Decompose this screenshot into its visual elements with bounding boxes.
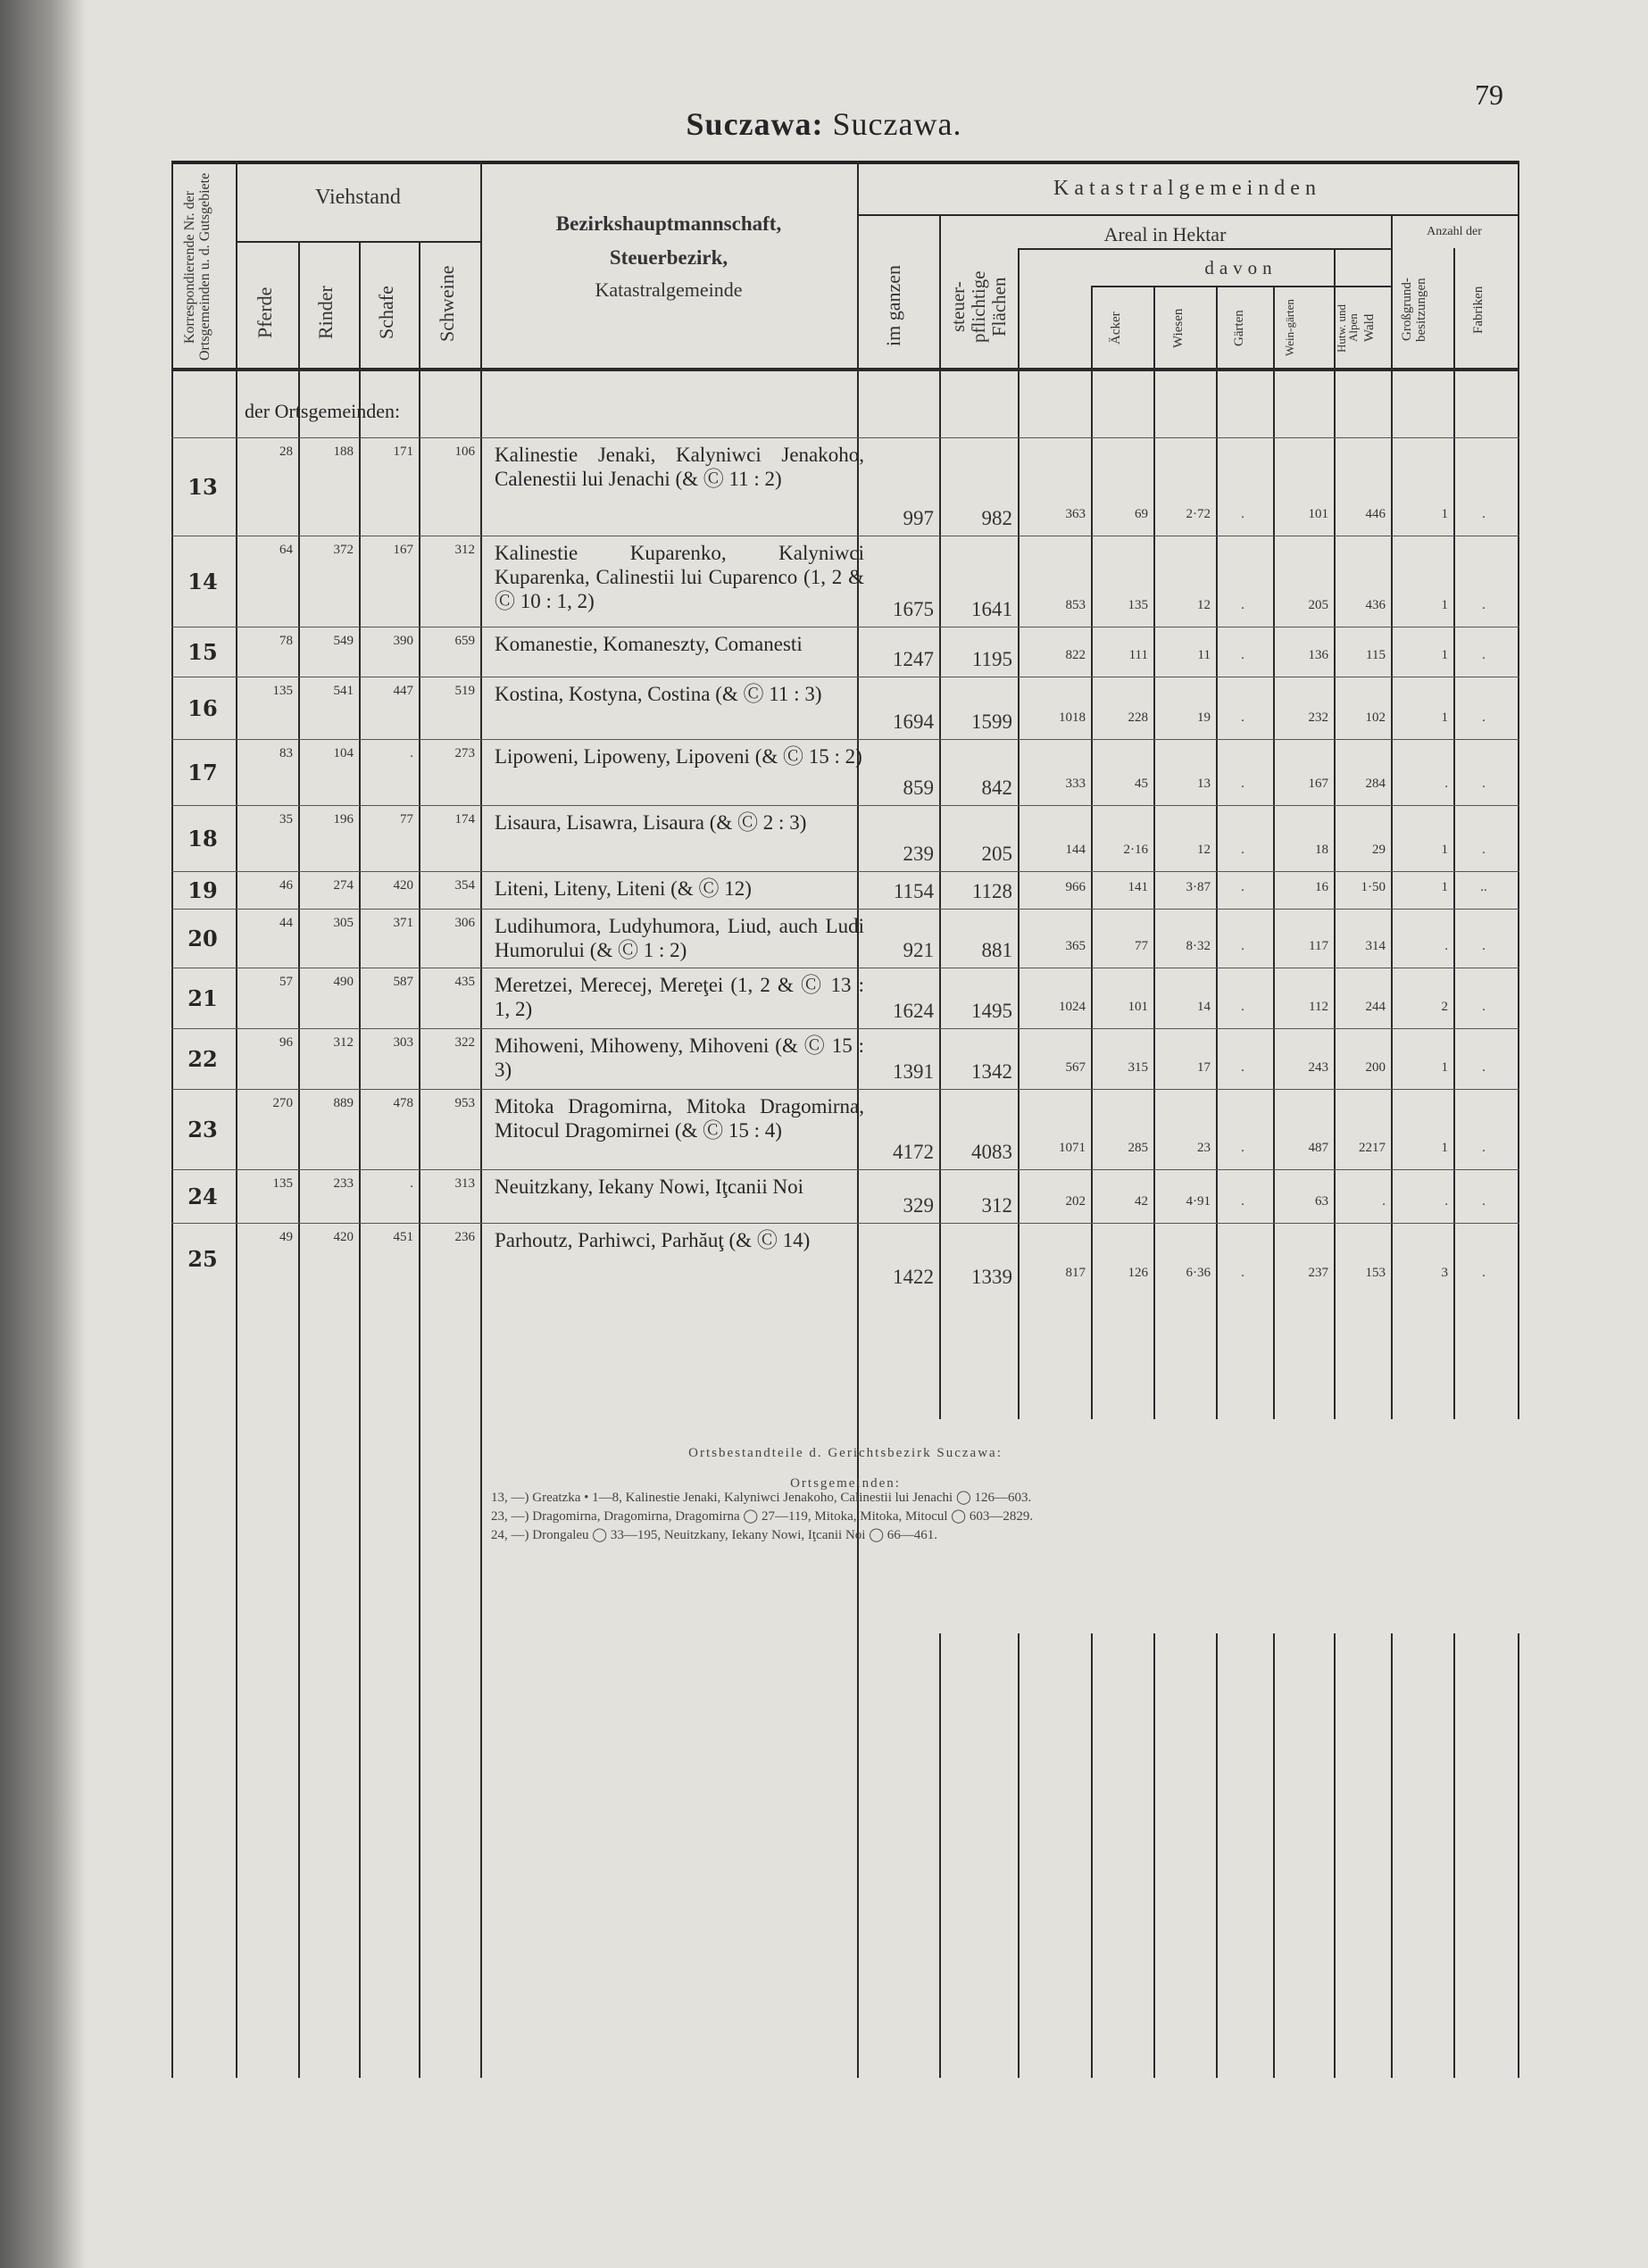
- header-steuerbezirk: Steuerbezirk,: [609, 246, 728, 269]
- header-pferde: Pferde: [254, 287, 276, 338]
- header-aecker: Äcker: [1109, 312, 1123, 345]
- cell-aecker: 363: [1065, 507, 1086, 521]
- header-grossgrund: Großgrund-besitzungen: [1400, 278, 1428, 342]
- row-rule: [171, 909, 1519, 910]
- cell-gaerten: 3·87: [1186, 880, 1211, 894]
- katastralgemeinde-name: Parhoutz, Parhiwci, Parhăuţ (& Ⓒ 14): [495, 1229, 811, 1251]
- cell-rinder: 889: [333, 1096, 354, 1110]
- cell-ganzen: 4172: [893, 1141, 934, 1163]
- cell-aecker: 966: [1065, 880, 1086, 894]
- cell-steuer: 4083: [971, 1141, 1012, 1163]
- header-rule: [1018, 248, 1391, 250]
- cell-aecker: 1024: [1059, 1000, 1086, 1014]
- cell-schafe: 171: [393, 444, 413, 459]
- cell-pferde: 78: [279, 634, 293, 648]
- cell-hutw: 63: [1315, 1194, 1328, 1209]
- cell-wiesen: 126: [1128, 1266, 1148, 1280]
- cell-wein: .: [1241, 880, 1244, 894]
- table-row: [171, 1089, 1519, 1169]
- table-row: [171, 536, 1519, 627]
- cell-schafe: 77: [400, 812, 413, 827]
- row-number: 13: [187, 474, 218, 500]
- footnotes: [491, 1489, 1384, 1545]
- cell-wein: .: [1241, 648, 1244, 662]
- cell-gross: 1: [1441, 1141, 1448, 1155]
- cell-schweine: 273: [454, 746, 475, 760]
- cell-pferde: 64: [279, 543, 293, 557]
- cell-gaerten: 12: [1197, 843, 1211, 857]
- cell-wein: .: [1241, 598, 1244, 612]
- subsection-title: Ortsbestandteile d. Gerichtsbezirk Suczawa:: [688, 1446, 1003, 1460]
- cell-gross: .: [1444, 777, 1448, 791]
- cell-pferde: 46: [279, 878, 293, 893]
- cell-schafe: 587: [393, 975, 413, 989]
- cell-aecker: 853: [1065, 598, 1086, 612]
- cell-schweine: 306: [454, 916, 475, 930]
- footnote: 13, —) Greatzka • 1—8, Kalinestie Jenaki, Kalyniwci Jenakoho, Calinestii lui Jenachi ◯ 126—603.: [491, 1491, 1032, 1505]
- cell-gaerten: 2·72: [1186, 507, 1211, 521]
- cell-wein: .: [1241, 1000, 1244, 1014]
- cell-aecker: 567: [1065, 1060, 1086, 1075]
- header-weingaerten: Wein-gärten: [1283, 299, 1296, 357]
- cell-fabr: .: [1482, 1194, 1486, 1209]
- cell-steuer: 1128: [971, 880, 1012, 902]
- cell-steuer: 205: [981, 843, 1012, 865]
- page-title: Suczawa: Suczawa.: [686, 106, 962, 142]
- cell-wald: .: [1382, 1194, 1386, 1209]
- cell-aecker: 817: [1065, 1266, 1086, 1280]
- cell-gaerten: 13: [1197, 777, 1211, 791]
- cell-gross: 1: [1441, 598, 1448, 612]
- header-gaerten: Gärten: [1232, 310, 1246, 346]
- cell-gaerten: 23: [1197, 1141, 1211, 1155]
- cell-hutw: 18: [1315, 843, 1328, 857]
- cell-pferde: 135: [272, 684, 293, 698]
- cell-wald: 244: [1365, 1000, 1386, 1014]
- cell-hutw: 112: [1309, 1000, 1328, 1014]
- cell-wiesen: 2·16: [1123, 843, 1148, 857]
- header-steuerpflichtige: steuer-pflichtige Flächen: [947, 270, 1010, 344]
- cell-wein: .: [1241, 1266, 1244, 1280]
- cell-ganzen: 1422: [893, 1266, 934, 1288]
- cell-rinder: 420: [333, 1230, 354, 1244]
- col-line: [1391, 1633, 1393, 2078]
- col-line: [1153, 1633, 1155, 2078]
- katastralgemeinde-name: Kostina, Kostyna, Costina (& Ⓒ 11 : 3): [495, 683, 822, 705]
- row-rule: [171, 1089, 1519, 1090]
- katastralgemeinde-name: Lisaura, Lisawra, Lisaura (& Ⓒ 2 : 3): [495, 811, 807, 834]
- cell-rinder: 274: [333, 878, 354, 893]
- header-korr: Korrespondierende Nr. der Ortsgemeinden u. d. Gutsgebiete: [182, 172, 212, 361]
- cell-gaerten: 6·36: [1186, 1266, 1211, 1280]
- cell-schweine: 313: [454, 1176, 475, 1191]
- header-wiesen: Wiesen: [1171, 308, 1186, 348]
- cell-schweine: 354: [454, 878, 475, 893]
- cell-gaerten: 11: [1197, 648, 1211, 662]
- header-hutweiden: Hutw. und Alpen: [1335, 303, 1360, 353]
- header-rule: [1091, 286, 1391, 287]
- cell-wald: 200: [1365, 1060, 1386, 1075]
- cell-fabr: .: [1482, 1060, 1486, 1075]
- katastralgemeinde-name: Komanestie, Komaneszty, Comanesti: [495, 633, 803, 655]
- cell-hutw: 167: [1308, 777, 1328, 791]
- katastralgemeinde-name: Mitoka Dragomirna, Mitoka Dragomirna, Mitocul Dragomirnei (& Ⓒ 15 : 4): [495, 1095, 864, 1142]
- col-line: [1518, 1633, 1519, 2078]
- row-number: 21: [187, 985, 218, 1011]
- row-rule: [171, 805, 1519, 806]
- cell-wiesen: 45: [1135, 777, 1148, 791]
- cell-gross: 1: [1441, 880, 1448, 894]
- katastralgemeinde-name: Kalinestie Kuparenko, Kalyniwci Kuparenka, Calinestii lui Cuparenco (1, 2 & Ⓒ 10 : 1, 2): [495, 542, 864, 612]
- cell-wein: .: [1241, 843, 1244, 857]
- cell-wald: 2217: [1359, 1141, 1386, 1155]
- table-row: [171, 1223, 1519, 1294]
- katastralgemeinde-name: Mihoweni, Mihoweny, Mihoveni (& Ⓒ 15 : 3): [495, 1034, 864, 1081]
- cell-hutw: 101: [1308, 507, 1328, 521]
- cell-rinder: 312: [333, 1035, 354, 1050]
- cell-schafe: 420: [393, 878, 413, 893]
- cell-steuer: 1599: [971, 710, 1012, 733]
- cell-wald: 1·50: [1361, 880, 1386, 894]
- cell-aecker: 202: [1065, 1194, 1086, 1209]
- cell-hutw: 117: [1309, 939, 1328, 953]
- cell-hutw: 487: [1308, 1141, 1328, 1155]
- header-viehstand: Viehstand: [315, 186, 401, 209]
- cell-wiesen: 101: [1128, 1000, 1148, 1014]
- table-row: [171, 871, 1519, 909]
- cell-steuer: 842: [981, 777, 1012, 799]
- cell-wein: .: [1241, 710, 1244, 725]
- cell-ganzen: 1154: [893, 880, 934, 902]
- cell-schafe: 390: [393, 634, 413, 648]
- header-schafe: Schafe: [375, 286, 397, 339]
- row-number: 19: [187, 877, 218, 903]
- cell-wald: 115: [1366, 648, 1386, 662]
- cell-ganzen: 859: [903, 777, 934, 799]
- cell-ganzen: 1247: [893, 648, 934, 670]
- cell-schweine: 953: [454, 1096, 475, 1110]
- cell-rinder: 233: [333, 1176, 354, 1191]
- cell-fabr: .: [1482, 1000, 1486, 1014]
- header-bottom-rule: [171, 368, 1519, 371]
- cell-schweine: 236: [454, 1230, 475, 1244]
- footnote: 24, —) Drongaleu ◯ 33—195, Neuitzkany, Iekany Nowi, Iţcanii Noi ◯ 66—461.: [491, 1528, 938, 1542]
- cell-wein: .: [1241, 1060, 1244, 1075]
- header-wald: Wald: [1362, 313, 1377, 343]
- cell-rinder: 549: [333, 634, 354, 648]
- cell-rinder: 104: [333, 746, 354, 760]
- cell-fabr: .: [1482, 939, 1486, 953]
- cell-wald: 314: [1365, 939, 1386, 953]
- row-rule: [171, 739, 1519, 740]
- cell-wein: .: [1241, 777, 1244, 791]
- cell-wiesen: 77: [1135, 939, 1148, 953]
- cell-hutw: 237: [1308, 1266, 1328, 1280]
- header-bezirk: Bezirkshauptmannschaft,: [555, 212, 782, 235]
- cell-aecker: 333: [1065, 777, 1086, 791]
- cell-pferde: 96: [279, 1035, 293, 1050]
- cell-fabr: .: [1482, 710, 1486, 725]
- cell-steuer: 1195: [971, 648, 1012, 670]
- cell-gaerten: 12: [1197, 598, 1211, 612]
- footnote: 23, —) Dragomirna, Dragomirna, Dragomirna ◯ 27—119, Mitoka, Mitoka, Mitocul ◯ 603—2829.: [491, 1509, 1034, 1524]
- row-number: 14: [187, 569, 218, 594]
- table-row: [171, 437, 1519, 536]
- cell-gross: .: [1444, 1194, 1448, 1209]
- katastralgemeinde-name: Liteni, Liteny, Liteni (& Ⓒ 12): [495, 877, 752, 900]
- scan-edge: [0, 0, 86, 2268]
- cell-schafe: 303: [393, 1035, 413, 1050]
- cell-hutw: 232: [1308, 710, 1328, 725]
- cell-gross: 2: [1441, 1000, 1448, 1014]
- subsection-subtitle: Ortsgemeinden:: [790, 1476, 901, 1491]
- cell-fabr: .: [1482, 843, 1486, 857]
- cell-gaerten: 19: [1197, 710, 1211, 725]
- cell-ganzen: 329: [903, 1194, 934, 1217]
- cell-gross: 1: [1441, 843, 1448, 857]
- cell-wiesen: 315: [1128, 1060, 1148, 1075]
- table-row: [171, 739, 1519, 805]
- cell-rinder: 188: [333, 444, 354, 459]
- katastralgemeinde-name: Neuitzkany, Iekany Nowi, Iţcanii Noi: [495, 1176, 803, 1198]
- cell-wiesen: 135: [1128, 598, 1148, 612]
- cell-wein: .: [1241, 1194, 1244, 1209]
- section-label: der Ortsgemeinden:: [245, 400, 401, 422]
- header-rinder: Rinder: [314, 286, 337, 339]
- row-number: 15: [187, 639, 218, 665]
- cell-wiesen: 42: [1135, 1194, 1148, 1209]
- cell-schweine: 519: [454, 684, 475, 698]
- cell-gross: 1: [1441, 710, 1448, 725]
- cell-ganzen: 1624: [893, 1000, 934, 1022]
- cell-aecker: 822: [1065, 648, 1086, 662]
- cell-aecker: 1018: [1059, 710, 1086, 725]
- cell-aecker: 144: [1065, 843, 1086, 857]
- cell-rinder: 305: [333, 916, 354, 930]
- col-line: [1273, 1633, 1275, 2078]
- cell-wiesen: 69: [1135, 507, 1148, 521]
- header-fabriken: Fabriken: [1471, 286, 1486, 334]
- cell-pferde: 83: [279, 746, 293, 760]
- cell-rinder: 372: [333, 543, 354, 557]
- cell-steuer: 881: [981, 939, 1012, 961]
- cell-wein: .: [1241, 939, 1244, 953]
- cell-ganzen: 921: [903, 939, 934, 961]
- cell-schweine: 435: [454, 975, 475, 989]
- cell-schweine: 174: [454, 812, 475, 827]
- col-line: [1018, 1633, 1020, 2078]
- katastralgemeinde-name: Meretzei, Merecej, Mereţei (1, 2 & Ⓒ 13 : 1, 2): [495, 974, 864, 1020]
- row-rule: [171, 1028, 1519, 1029]
- header-davon: davon: [1204, 257, 1278, 278]
- top-rule: [171, 161, 1519, 164]
- katastralgemeinde-name: Ludihumora, Ludyhumora, Liud, auch Ludi Humorului (& Ⓒ 1 : 2): [495, 915, 864, 961]
- cell-gaerten: 17: [1197, 1060, 1211, 1075]
- cell-pferde: 57: [279, 975, 293, 989]
- row-number: 22: [187, 1046, 218, 1072]
- cell-hutw: 243: [1308, 1060, 1328, 1075]
- cell-schafe: .: [410, 1176, 413, 1191]
- cell-gross: 1: [1441, 648, 1448, 662]
- row-rule: [171, 437, 1519, 438]
- cell-wiesen: 141: [1128, 880, 1148, 894]
- cell-pferde: 270: [272, 1096, 293, 1110]
- cell-wald: 446: [1365, 507, 1386, 521]
- header-areal: Areal in Hektar: [1103, 223, 1227, 245]
- row-rule: [171, 871, 1519, 872]
- table-row: [171, 805, 1519, 871]
- table-row: [171, 1169, 1519, 1223]
- cell-fabr: .: [1482, 507, 1486, 521]
- cell-wald: 102: [1365, 710, 1386, 725]
- cell-pferde: 49: [279, 1230, 293, 1244]
- cell-pferde: 28: [279, 444, 293, 459]
- cell-pferde: 35: [279, 812, 293, 827]
- cell-wald: 284: [1365, 777, 1386, 791]
- col-line: [1216, 1633, 1218, 2078]
- cell-wald: 436: [1365, 598, 1386, 612]
- katastralgemeinde-name: Kalinestie Jenaki, Kalyniwci Jenakoho, Calenestii lui Jenachi (& Ⓒ 11 : 2): [495, 444, 864, 490]
- cell-rinder: 196: [333, 812, 354, 827]
- header-katastralgemeinden: Katastralgemeinden: [1053, 177, 1321, 200]
- cell-steuer: 982: [981, 507, 1012, 529]
- table-row: [171, 677, 1519, 739]
- cell-schweine: 106: [454, 444, 475, 459]
- cell-steuer: 1339: [971, 1266, 1012, 1288]
- cell-rinder: 541: [333, 684, 354, 698]
- cell-steuer: 1342: [971, 1060, 1012, 1083]
- table-row: [171, 968, 1519, 1028]
- cell-hutw: 136: [1308, 648, 1328, 662]
- cell-fabr: ..: [1480, 880, 1487, 894]
- header-katastralgemeinde: Katastralgemeinde: [595, 278, 743, 301]
- page-number: 79: [1475, 79, 1503, 111]
- cell-ganzen: 997: [903, 507, 934, 529]
- katastralgemeinde-name: Lipoweni, Lipoweny, Lipoveni (& Ⓒ 15 : 2): [495, 745, 862, 768]
- cell-fabr: .: [1482, 1141, 1486, 1155]
- cell-wein: .: [1241, 507, 1244, 521]
- row-number: 24: [187, 1184, 218, 1209]
- cell-rinder: 490: [333, 975, 354, 989]
- row-number: 23: [187, 1117, 218, 1142]
- cell-gross: 1: [1441, 1060, 1448, 1075]
- cell-wald: 29: [1372, 843, 1386, 857]
- cell-schafe: 447: [393, 684, 413, 698]
- header-rule: [236, 241, 480, 243]
- cell-fabr: .: [1482, 777, 1486, 791]
- row-number: 20: [187, 926, 218, 951]
- col-line: [939, 1633, 941, 2078]
- cell-hutw: 16: [1315, 880, 1328, 894]
- cell-wiesen: 285: [1128, 1141, 1148, 1155]
- cell-ganzen: 1694: [893, 710, 934, 733]
- header-anzahl: Anzahl der: [1427, 225, 1482, 238]
- cell-fabr: .: [1482, 648, 1486, 662]
- row-rule: [171, 1169, 1519, 1170]
- col-line: [1091, 1633, 1093, 2078]
- cell-fabr: .: [1482, 1266, 1486, 1280]
- cell-schafe: 371: [393, 916, 413, 930]
- cell-ganzen: 239: [903, 843, 934, 865]
- cell-hutw: 205: [1308, 598, 1328, 612]
- cell-steuer: 1641: [971, 598, 1012, 620]
- cell-steuer: 312: [981, 1194, 1012, 1217]
- cell-gross: 1: [1441, 507, 1448, 521]
- cell-wein: .: [1241, 1141, 1244, 1155]
- cell-schafe: 451: [393, 1230, 413, 1244]
- cell-gross: .: [1444, 939, 1448, 953]
- row-number: 25: [187, 1246, 218, 1272]
- cell-pferde: 135: [272, 1176, 293, 1191]
- cell-pferde: 44: [279, 916, 293, 930]
- cell-wiesen: 228: [1128, 710, 1148, 725]
- table-row: [171, 627, 1519, 677]
- cell-steuer: 1495: [971, 1000, 1012, 1022]
- cell-schafe: .: [410, 746, 413, 760]
- cell-fabr: .: [1482, 598, 1486, 612]
- table-row: [171, 909, 1519, 968]
- cell-aecker: 365: [1065, 939, 1086, 953]
- cell-schafe: 478: [393, 1096, 413, 1110]
- cell-schweine: 312: [454, 543, 475, 557]
- cell-gaerten: 14: [1197, 1000, 1211, 1014]
- col-line: [1453, 1633, 1455, 2078]
- row-number: 18: [187, 826, 218, 852]
- cell-wald: 153: [1365, 1266, 1386, 1280]
- table-row: [171, 1028, 1519, 1089]
- row-rule: [171, 1223, 1519, 1224]
- cell-ganzen: 1391: [893, 1060, 934, 1083]
- header-schweine: Schweine: [436, 265, 458, 342]
- header-im-ganzen: im ganzen: [882, 264, 904, 347]
- statistics-table: [171, 161, 1519, 2078]
- cell-schweine: 322: [454, 1035, 475, 1050]
- cell-wiesen: 111: [1128, 648, 1148, 662]
- col-line: [1334, 1633, 1336, 2078]
- cell-gross: 3: [1441, 1266, 1448, 1280]
- cell-aecker: 1071: [1059, 1141, 1086, 1155]
- row-number: 17: [187, 760, 218, 785]
- header-rule: [857, 214, 1518, 216]
- cell-ganzen: 1675: [893, 598, 934, 620]
- cell-gaerten: 4·91: [1186, 1194, 1211, 1209]
- cell-gaerten: 8·32: [1186, 939, 1211, 953]
- cell-schafe: 167: [393, 543, 413, 557]
- row-number: 16: [187, 695, 218, 721]
- cell-schweine: 659: [454, 634, 475, 648]
